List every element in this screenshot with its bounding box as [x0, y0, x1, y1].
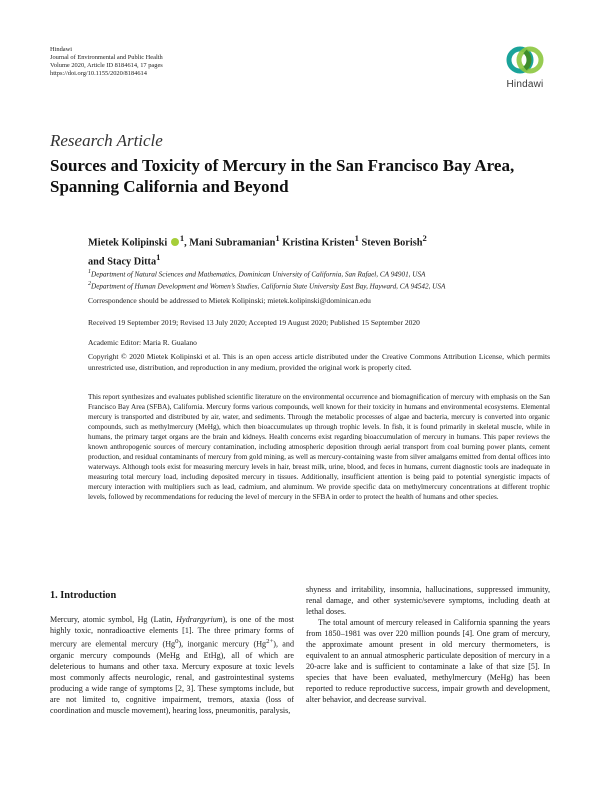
author-name[interactable]: Mietek Kolipinski [88, 237, 168, 249]
latin-term: Hydrargyrium [176, 615, 223, 625]
orcid-icon[interactable] [171, 238, 179, 246]
article-type: Research Article [50, 131, 163, 150]
author-name[interactable]: Steven Borish [361, 237, 423, 249]
affiliation-mark: 2 [88, 281, 91, 288]
intro-paragraph: Mercury, atomic symbol, Hg (Latin, Hydrargyrium), is one of the most highly toxic, nonradioactive elements [1]. The three primary forms of mercury are elemental mercury (Hg$^0$), inorganic mercury $(Hg^{2+})$, and organic mercury compounds (MeHg and EtHg), all of which are deleterious to humans and other taxa. Mercury exposure at toxic levels most commonly affects neurologic, renal, and gastrointestinal systems producing a wide range of symptoms [2, 3]. These symptoms include, but are not limited to, cognitive impairment, tremors, ataxia (loss of coordination and muscle movement), hearing loss, pneumonitis, paralysis, [50, 615, 294, 716]
affiliation-item [88, 267, 550, 279]
author-name[interactable]: Mani Subramanian [189, 237, 276, 249]
hindawi-logo[interactable] [500, 42, 550, 102]
section-heading: 1. Introduction [50, 590, 117, 601]
hindawi-logo-icon [505, 42, 545, 78]
logo-text: Hindawi [506, 79, 544, 90]
doi-link[interactable]: https://doi.org/10.1155/2020/8184614 [50, 70, 147, 78]
journal-info [50, 46, 163, 78]
intro-column-left [50, 590, 294, 716]
intro-paragraph: The total amount of mercury released in California spanning the years from 1850–1981 was over 220 million pounds [4]. One gram of mercury, the approximate amount present in old mercury thermometers, is equivalent to an annual atmospheric particulate deposition of mercury in a 20-acre lake and is sufficient to contaminate a lake of that size [5]. In species that have been evaluated, methylmercury (MeHg) has been reported to reduce reproductive success, impair growth and development, alter behavior, and decrease survival. [306, 618, 550, 705]
author-name[interactable]: Kristina Kristen [282, 237, 355, 249]
author-name[interactable]: Stacy Ditta [107, 256, 157, 268]
intro-column-right [306, 584, 550, 706]
intro-paragraph: shyness and irritability, insomnia, hallucinations, suppressed immunity, renal damage, and other systemic/severe symptoms, including death at lethal doses. [306, 585, 550, 617]
affiliation-item [88, 279, 550, 291]
copyright-notice: Copyright © 2020 Mietek Kolipinski et al. This is an open access article distributed under the Creative Commons Attribution License, which permits unrestricted use, distribution, and reproduction in any medium, provided the original work is properly cited. [88, 352, 550, 372]
journal-name: Journal of Environmental and Public Health [50, 54, 163, 62]
author-affiliation-mark: 1 [179, 233, 185, 243]
abstract-text: This report synthesizes and evaluates published scientific literature on the environmental occurrence and biomagnification of mercury with emphasis on the San Francisco Bay Area (SFBA), California. Mercury forms various compounds, well known for their toxicity in humans and environmental ecosystems. Elemental mercury is transported and distributed by air, water, and sediments. Through the metabolic processes of algae and bacteria, mercury is converted into organic compounds, such as methylmercury (MeHg), which then bioaccumulates up through trophic levels. In fish, it is found primarily in skeletal muscle, while in humans, the primary target organs are the brain and kidneys. Health concerns exist regarding bioaccumulation of mercury in humans. This paper reviews the known anthropogenic sources of mercury contamination, including atmospheric deposition through aerial transport from coal burning power plants, cement production, and residual contaminants of mercury from gold mining, as well as mercury-containing waste from silver amalgams emitted from dental offices into waterways. Although tools exist for measuring mercury levels in hair, breast milk, urine, blood, and feces in humans, current diagnostic tools are inadequate in measuring total mercury load, including deposited mercury in tissues. Additionally, insufficient attention is being paid to potential synergistic impacts of mercury interaction with multipliers such as lead, cadmium, and aluminum. We provide specific data on methylmercury concentrations at different trophic levels, followed by recommendations for reducing the level of mercury in the SFBA in order to protect the health of humans and other species. [88, 393, 550, 501]
journal-volume: Volume 2020, Article ID 8184614, 17 pages [50, 62, 163, 70]
publisher-name: Hindawi [50, 46, 73, 53]
affiliation-mark: 1 [88, 269, 91, 275]
affiliations [88, 267, 550, 292]
author-affiliation-mark: 2 [422, 233, 427, 243]
affiliation-text: Department of Human Development and Women’s Studies, California State University East Bay, Hayward, CA 94542, USA [91, 282, 446, 291]
academic-editor: Academic Editor: Maria R. Gualano [88, 338, 197, 347]
correspondence-line: Correspondence should be addressed to Mietek Kolipinski; mietek.kolipinski@dominican.edu [88, 296, 371, 305]
publication-dates: Received 19 September 2019; Revised 13 July 2020; Accepted 19 August 2020; Published 15 September 2020 [88, 318, 420, 327]
affiliation-text: Department of Natural Sciences and Mathematics, Dominican University of California, San Rafael, CA 94901, USA [91, 270, 426, 279]
author-affiliation-mark: 1 [275, 233, 280, 243]
author-affiliation-mark: 1 [156, 252, 161, 263]
author-list: Mietek Kolipinski $^1$, Mani Subramanian$^1$ Kristina Kristen$^1$ Steven Borish$^2$ and Stacy Ditta$^1$ [88, 233, 427, 268]
paper-title: Sources and Toxicity of Mercury in the San Francisco Bay Area, Spanning California and Beyond [50, 156, 515, 196]
author-affiliation-mark: 1 [354, 233, 359, 243]
